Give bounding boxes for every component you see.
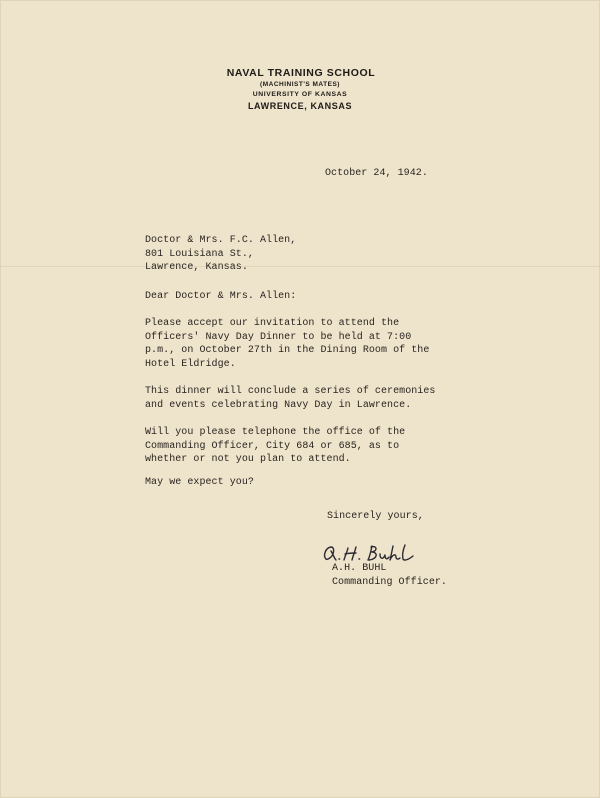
fold-line bbox=[0, 266, 600, 267]
letter-date: October 24, 1942. bbox=[325, 168, 428, 179]
paragraph-telephone bbox=[145, 426, 405, 467]
letterhead-city: LAWRENCE, KANSAS bbox=[247, 101, 353, 111]
salutation: Dear Doctor & Mrs. Allen: bbox=[145, 291, 297, 302]
letterhead-subtitle: (MACHINIST'S MATES) bbox=[260, 81, 340, 88]
paragraph-line: This dinner will conclude a series of ceremonies bbox=[145, 386, 436, 397]
paragraph-line: whether or not you plan to attend. bbox=[145, 454, 351, 465]
recipient-city: Lawrence, Kansas. bbox=[145, 262, 248, 273]
signer-name: A.H. BUHL bbox=[332, 563, 387, 574]
letterhead-title: NAVAL TRAINING SCHOOL bbox=[226, 67, 376, 79]
paragraph-ceremonies bbox=[145, 385, 435, 412]
paragraph-question bbox=[145, 476, 254, 490]
paragraph-line: and events celebrating Navy Day in Lawrence. bbox=[145, 399, 412, 411]
recipient-address bbox=[145, 234, 296, 275]
closing: Sincerely yours, bbox=[327, 511, 424, 522]
paragraph-line: Hotel Eldridge. bbox=[145, 358, 236, 370]
paragraph-line: p.m., on October 27th in the Dining Room of the bbox=[145, 345, 430, 356]
paragraph-line: Please accept our invitation to attend the bbox=[145, 318, 400, 329]
signer-title: Commanding Officer. bbox=[332, 576, 447, 588]
letterhead-university: UNIVERSITY OF KANSAS bbox=[252, 91, 348, 98]
paragraph-invitation bbox=[145, 317, 429, 371]
signature-block bbox=[332, 562, 447, 589]
recipient-name: Doctor & Mrs. F.C. Allen, bbox=[145, 235, 297, 246]
paragraph-line: Officers' Navy Day Dinner to be held at 7:00 bbox=[145, 331, 412, 343]
letterhead bbox=[0, 66, 600, 112]
paragraph-line: Commanding Officer, City 684 or 685, as to bbox=[145, 440, 400, 452]
paragraph-line: Will you please telephone the office of the bbox=[145, 427, 406, 438]
paragraph-line: May we expect you? bbox=[145, 477, 254, 488]
recipient-street: 801 Louisiana St., bbox=[145, 248, 254, 260]
